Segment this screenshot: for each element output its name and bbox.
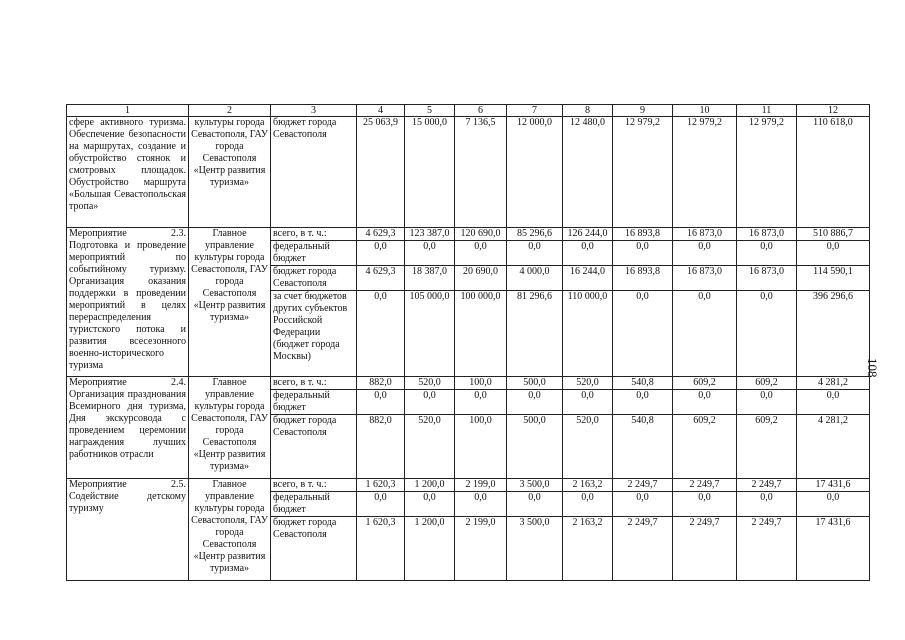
funding-source-cell: федеральный бюджет — [271, 390, 357, 415]
page-number: 108 — [865, 358, 880, 378]
budget-table — [66, 104, 870, 581]
value-cell: 609,2 — [737, 415, 797, 479]
value-cell: 520,0 — [405, 415, 455, 479]
value-cell: 500,0 — [507, 377, 563, 390]
value-cell: 0,0 — [405, 492, 455, 517]
column-number-row — [67, 105, 870, 117]
value-cell: 0,0 — [563, 390, 613, 415]
value-cell: 4 281,2 — [797, 377, 870, 390]
measure-cell: сфере активного туризма. Обеспечение безопасности на маршрутах, создание и обустройство стоянок и смотровых площадок. Обустройство маршрута «Большая Севастопольская тропа» — [67, 117, 189, 228]
value-cell: 0,0 — [357, 291, 405, 377]
value-cell: 4 000,0 — [507, 266, 563, 291]
value-cell: 0,0 — [673, 492, 737, 517]
funding-source-cell: за счет бюджетов других субъектов Российской Федерации (бюджет города Москвы) — [271, 291, 357, 377]
value-cell: 0,0 — [737, 241, 797, 266]
value-cell: 0,0 — [797, 241, 870, 266]
value-cell: 12 979,2 — [613, 117, 673, 228]
funding-source-cell: бюджет города Севастополя — [271, 517, 357, 581]
funding-source-cell: бюджет города Севастополя — [271, 266, 357, 291]
col-number: 5 — [405, 105, 455, 117]
col-number: 9 — [613, 105, 673, 117]
value-cell: 0,0 — [357, 492, 405, 517]
value-cell: 25 063,9 — [357, 117, 405, 228]
funding-source-cell: всего, в т. ч.: — [271, 377, 357, 390]
value-cell: 3 500,0 — [507, 479, 563, 492]
value-cell: 16 873,0 — [673, 266, 737, 291]
value-cell: 0,0 — [455, 390, 507, 415]
value-cell: 0,0 — [613, 390, 673, 415]
value-cell: 18 387,0 — [405, 266, 455, 291]
value-cell: 2 249,7 — [613, 479, 673, 492]
value-cell: 16 244,0 — [563, 266, 613, 291]
measure-cell: Мероприятие 2.3. Подготовка и проведение мероприятий по событийному туризму. Организация оказания поддержки в проведении мероприятий в целях перераспределения туристского потока и развития всесезонного военно-исторического туризма — [67, 228, 189, 377]
value-cell: 1 620,3 — [357, 517, 405, 581]
value-cell: 120 690,0 — [455, 228, 507, 241]
value-cell: 0,0 — [357, 390, 405, 415]
value-cell: 540,8 — [613, 377, 673, 390]
executor-cell: Главное управление культуры города Севастополя, ГАУ города Севастополя «Центр развития туризма» — [189, 377, 271, 479]
value-cell: 0,0 — [673, 241, 737, 266]
executor-cell: Главное управление культуры города Севастополя, ГАУ города Севастополя «Центр развития туризма» — [189, 228, 271, 377]
value-cell: 2 199,0 — [455, 479, 507, 492]
value-cell: 3 500,0 — [507, 517, 563, 581]
value-cell: 4 629,3 — [357, 266, 405, 291]
value-cell: 0,0 — [507, 492, 563, 517]
value-cell: 0,0 — [797, 390, 870, 415]
value-cell: 882,0 — [357, 377, 405, 390]
value-cell: 123 387,0 — [405, 228, 455, 241]
value-cell: 2 249,7 — [673, 517, 737, 581]
value-cell: 0,0 — [673, 291, 737, 377]
value-cell: 500,0 — [507, 415, 563, 479]
value-cell: 0,0 — [357, 241, 405, 266]
value-cell: 4 629,3 — [357, 228, 405, 241]
executor-cell: культуры города Севастополя, ГАУ города Севастополя «Центр развития туризма» — [189, 117, 271, 228]
value-cell: 520,0 — [563, 415, 613, 479]
value-cell: 0,0 — [507, 390, 563, 415]
col-number: 10 — [673, 105, 737, 117]
value-cell: 609,2 — [673, 377, 737, 390]
value-cell: 0,0 — [405, 241, 455, 266]
value-cell: 2 249,7 — [737, 517, 797, 581]
value-cell: 1 620,3 — [357, 479, 405, 492]
value-cell: 520,0 — [563, 377, 613, 390]
value-cell: 100,0 — [455, 415, 507, 479]
value-cell: 2 199,0 — [455, 517, 507, 581]
table-row — [67, 377, 870, 390]
value-cell: 4 281,2 — [797, 415, 870, 479]
value-cell: 0,0 — [613, 241, 673, 266]
value-cell: 17 431,6 — [797, 517, 870, 581]
col-number: 12 — [797, 105, 870, 117]
value-cell: 16 873,0 — [737, 266, 797, 291]
value-cell: 110 618,0 — [797, 117, 870, 228]
measure-cell: Мероприятие 2.5. Содействие детскому туризму — [67, 479, 189, 581]
col-number: 7 — [507, 105, 563, 117]
value-cell: 0,0 — [455, 492, 507, 517]
table-row — [67, 228, 870, 241]
value-cell: 0,0 — [563, 241, 613, 266]
value-cell: 17 431,6 — [797, 479, 870, 492]
table-row — [67, 479, 870, 492]
value-cell: 16 873,0 — [673, 228, 737, 241]
value-cell: 16 893,8 — [613, 228, 673, 241]
value-cell: 85 296,6 — [507, 228, 563, 241]
value-cell: 0,0 — [673, 390, 737, 415]
value-cell: 20 690,0 — [455, 266, 507, 291]
value-cell: 100 000,0 — [455, 291, 507, 377]
col-number: 11 — [737, 105, 797, 117]
value-cell: 81 296,6 — [507, 291, 563, 377]
value-cell: 12 979,2 — [673, 117, 737, 228]
value-cell: 2 163,2 — [563, 479, 613, 492]
col-number: 3 — [271, 105, 357, 117]
value-cell: 15 000,0 — [405, 117, 455, 228]
value-cell: 100,0 — [455, 377, 507, 390]
value-cell: 609,2 — [737, 377, 797, 390]
funding-source-cell: всего, в т. ч.: — [271, 479, 357, 492]
value-cell: 12 979,2 — [737, 117, 797, 228]
value-cell: 7 136,5 — [455, 117, 507, 228]
col-number: 4 — [357, 105, 405, 117]
value-cell: 0,0 — [563, 492, 613, 517]
value-cell: 0,0 — [405, 390, 455, 415]
value-cell: 110 000,0 — [563, 291, 613, 377]
value-cell: 0,0 — [507, 241, 563, 266]
value-cell: 0,0 — [455, 241, 507, 266]
value-cell: 1 200,0 — [405, 479, 455, 492]
value-cell: 0,0 — [613, 492, 673, 517]
funding-source-cell: федеральный бюджет — [271, 241, 357, 266]
executor-cell: Главное управление культуры города Севастополя, ГАУ города Севастополя «Центр развития туризма» — [189, 479, 271, 581]
value-cell: 0,0 — [797, 492, 870, 517]
funding-source-cell: бюджет города Севастополя — [271, 117, 357, 228]
value-cell: 2 249,7 — [737, 479, 797, 492]
value-cell: 0,0 — [737, 390, 797, 415]
value-cell: 0,0 — [613, 291, 673, 377]
value-cell: 2 249,7 — [613, 517, 673, 581]
value-cell: 1 200,0 — [405, 517, 455, 581]
measure-cell: Мероприятие 2.4. Организация празднования Всемирного дня туризма, Дня экскурсовода с проведением церемонии награждения лучших работников отрасли — [67, 377, 189, 479]
value-cell: 16 873,0 — [737, 228, 797, 241]
value-cell: 114 590,1 — [797, 266, 870, 291]
value-cell: 12 000,0 — [507, 117, 563, 228]
value-cell: 2 163,2 — [563, 517, 613, 581]
value-cell: 105 000,0 — [405, 291, 455, 377]
value-cell: 2 249,7 — [673, 479, 737, 492]
col-number: 1 — [67, 105, 189, 117]
value-cell: 16 893,8 — [613, 266, 673, 291]
value-cell: 0,0 — [737, 492, 797, 517]
funding-source-cell: всего, в т. ч.: — [271, 228, 357, 241]
value-cell: 882,0 — [357, 415, 405, 479]
table-body — [67, 105, 870, 581]
value-cell: 609,2 — [673, 415, 737, 479]
value-cell: 126 244,0 — [563, 228, 613, 241]
value-cell: 12 480,0 — [563, 117, 613, 228]
value-cell: 540,8 — [613, 415, 673, 479]
col-number: 6 — [455, 105, 507, 117]
value-cell: 396 296,6 — [797, 291, 870, 377]
value-cell: 520,0 — [405, 377, 455, 390]
funding-source-cell: бюджет города Севастополя — [271, 415, 357, 479]
value-cell: 0,0 — [737, 291, 797, 377]
col-number: 8 — [563, 105, 613, 117]
table-row — [67, 117, 870, 228]
value-cell: 510 886,7 — [797, 228, 870, 241]
funding-source-cell: федеральный бюджет — [271, 492, 357, 517]
col-number: 2 — [189, 105, 271, 117]
